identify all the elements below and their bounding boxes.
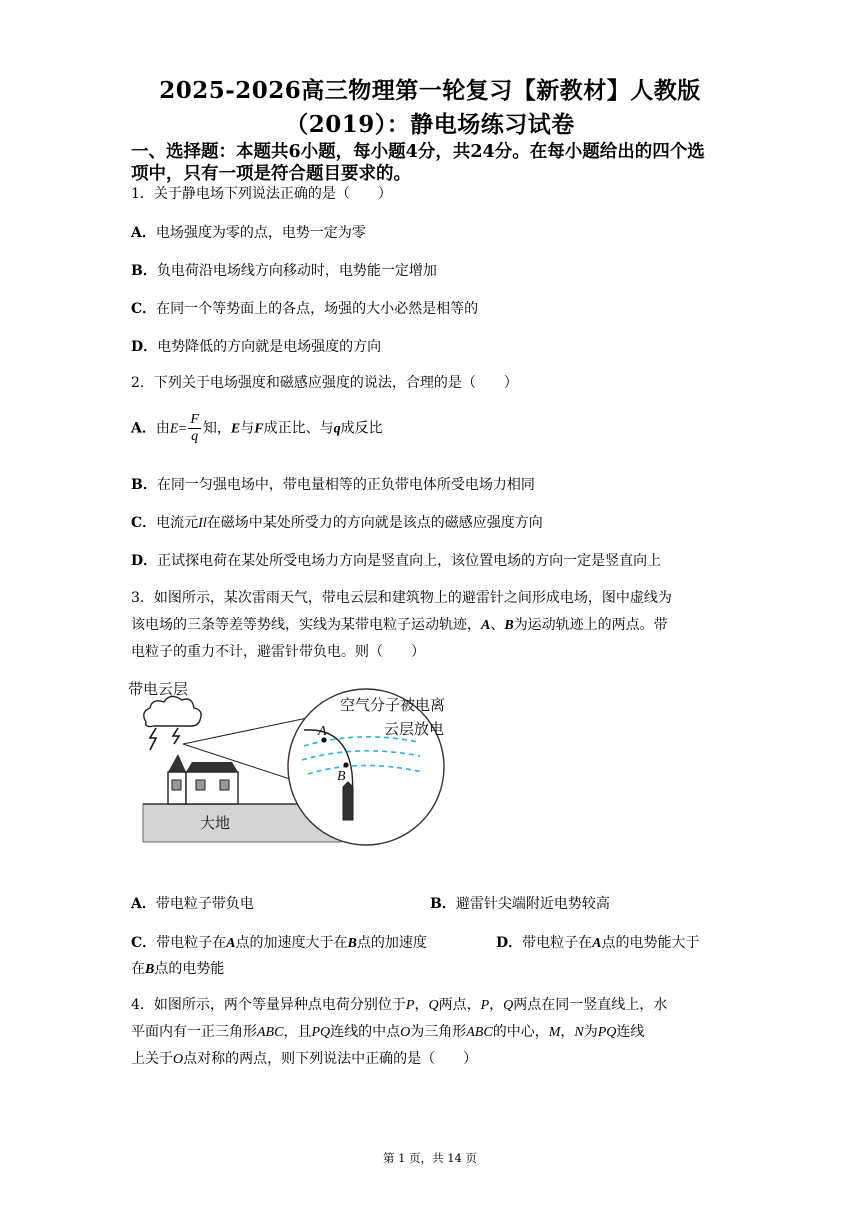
label-ground: 大地 <box>200 814 231 832</box>
q3-stem-line2: 该电场的三条等差等势线，实线为某带电粒子运动轨迹，A、B为运动轨迹上的两点。带 <box>131 617 668 633</box>
option-text: 避雷针尖端附近电势较高 <box>455 896 610 912</box>
cloud-icon <box>144 696 201 726</box>
house-window <box>196 780 205 790</box>
option-letter: C． <box>131 515 157 531</box>
point-b <box>343 762 348 767</box>
option-letter: C． <box>131 301 157 317</box>
q3-option-a[interactable] <box>131 893 254 913</box>
label-point-b: B <box>337 769 346 784</box>
option-text: 带电粒子带负电 <box>155 896 254 912</box>
var-q: q <box>333 421 341 437</box>
fraction-numerator: F <box>190 412 199 427</box>
option-letter: A． <box>131 225 156 241</box>
q4-stem-line2: 平面内有一正三角形ABC，且PQ连线的中点O为三角形ABC的中心，M，N为PQ连线 <box>131 1024 645 1040</box>
label-cloud-discharge: 云层放电 <box>384 720 445 738</box>
section-header <box>131 141 731 185</box>
q3-stem <box>131 585 731 666</box>
option-letter: D． <box>496 935 523 951</box>
var-e: E <box>230 421 241 437</box>
option-text: 由 <box>155 420 170 437</box>
option-letter: D． <box>131 339 158 355</box>
option-text: 与 <box>240 420 255 437</box>
q2-stem: 2．下列关于电场强度和磁感应强度的说法，合理的是（ ） <box>131 375 518 391</box>
house-window <box>172 780 181 790</box>
formula-e: E <box>169 421 179 437</box>
q2-option-d[interactable] <box>131 550 661 570</box>
lightning-icon <box>150 728 156 750</box>
q2-option-c[interactable] <box>131 512 543 532</box>
option-text: 电场强度为零的点，电势一定为零 <box>155 225 366 241</box>
q3-stem-line1: 3．如图所示，某次雷雨天气，带电云层和建筑物上的避雷针之间形成电场，图中虚线为 <box>131 590 672 606</box>
q3-stem-line3: 电粒子的重力不计，避雷针带负电。则（ ） <box>131 644 425 660</box>
option-letter: A． <box>131 420 156 437</box>
option-text: 成反比 <box>340 420 383 437</box>
option-letter: C． <box>131 935 157 951</box>
option-text: 正试探电荷在某处所受电场力方向是竖直向上，该位置电场的方向一定是竖直向上 <box>157 553 662 569</box>
fraction-denominator: q <box>191 429 199 444</box>
q3-option-b[interactable] <box>430 893 610 913</box>
option-text: 负电荷沿电场线方向移动时，电势能一定增加 <box>156 263 437 279</box>
option-letter: B． <box>430 896 456 912</box>
house-roof <box>186 762 238 772</box>
q4-stem-line3: 上关于O点对称的两点，则下列说法中正确的是（ ） <box>131 1051 478 1067</box>
section-header-line2: 项中，只有一项是符合题目要求的。 <box>131 164 411 184</box>
q1-option-a[interactable] <box>131 222 366 242</box>
option-text: 电流元 <box>156 515 199 531</box>
q3-option-c[interactable]: C．带电粒子在A点的加速度大于在B点的加速度 <box>131 935 427 951</box>
formula-equals: = <box>178 421 187 437</box>
page-footer: 第 1 页，共 14 页 <box>382 1151 478 1165</box>
var-il: Il <box>198 516 207 531</box>
option-letter: D． <box>131 553 158 569</box>
q2-option-a[interactable] <box>131 412 383 445</box>
q4-stem <box>131 992 731 1073</box>
q3-option-d-cont: 在B点的电势能 <box>131 961 225 977</box>
label-cloud: 带电云层 <box>128 680 189 698</box>
option-text: 在同一匀强电场中，带电量相等的正负带电体所受电场力相同 <box>156 477 535 493</box>
label-ionized-air: 空气分子被电离 <box>340 696 446 714</box>
section-header-line1: 一、选择题：本题共6小题，每小题4分，共24分。在每小题给出的四个选 <box>131 142 705 162</box>
q4-stem-line1: 4．如图所示，两个等量异种点电荷分别位于P，Q两点，P，Q两点在同一竖直线上，水 <box>131 997 668 1013</box>
q1-option-d[interactable] <box>131 336 381 356</box>
q2-option-b[interactable] <box>131 474 535 494</box>
var-f: F <box>254 421 264 437</box>
option-text: 知， <box>202 420 231 437</box>
option-text: 电势降低的方向就是电场强度的方向 <box>157 339 382 355</box>
label-point-a: A <box>318 724 327 739</box>
option-letter: B． <box>131 263 157 279</box>
option-text: 成正比、与 <box>263 420 334 437</box>
option-letter: B． <box>131 477 157 493</box>
doc-title-line1: 2025-2026高三物理第一轮复习【新教材】人教版 <box>159 77 701 104</box>
lightning-icon <box>173 728 179 744</box>
doc-title-line2: （2019）：静电场练习试卷 <box>285 111 575 138</box>
q1-stem: 1．关于静电场下列说法正确的是（ ） <box>131 186 392 202</box>
option-text: 在同一个等势面上的各点，场强的大小必然是相等的 <box>156 301 479 317</box>
q1-option-b[interactable] <box>131 260 437 280</box>
q3-figure <box>128 672 468 847</box>
option-text: 在磁场中某处所受力的方向就是该点的磁感应强度方向 <box>206 515 543 531</box>
option-letter: A． <box>131 896 156 912</box>
house-body <box>186 772 238 804</box>
house-window <box>220 780 229 790</box>
house-roof-small <box>168 754 186 772</box>
q1-option-c[interactable] <box>131 298 478 318</box>
lightning-rod <box>343 782 353 820</box>
formula-fraction <box>188 412 201 445</box>
q3-option-d[interactable]: D．带电粒子在A点的电势能大于 <box>496 935 700 951</box>
